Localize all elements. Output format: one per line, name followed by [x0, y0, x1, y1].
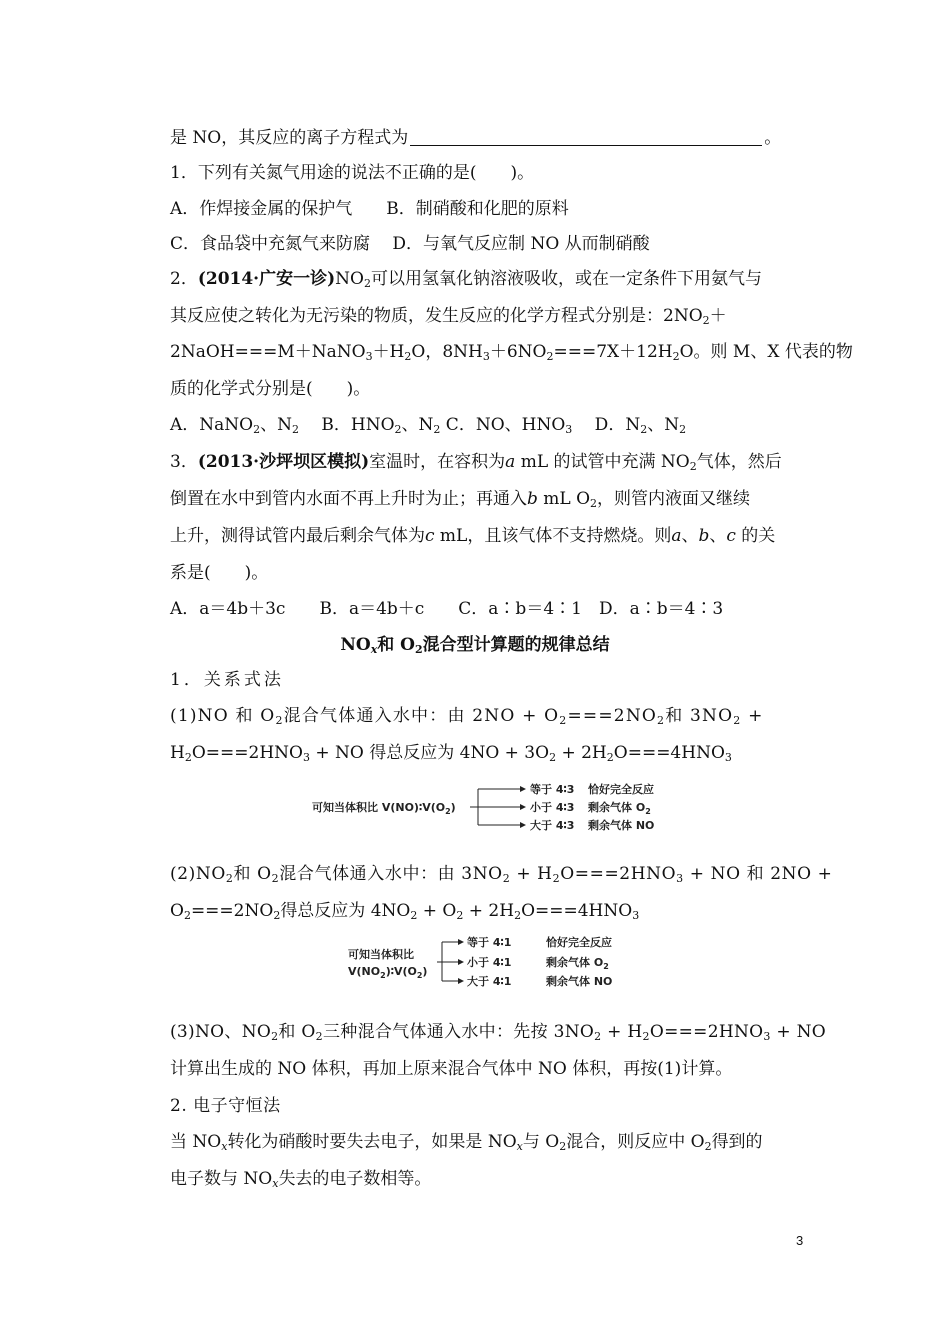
q2-source: (2014·广安一诊)	[197, 269, 336, 289]
q3-source: (2013·沙坪坝区模拟)	[197, 452, 370, 472]
diagram2-cond-1: 等于 4∶1	[467, 936, 512, 949]
diagram2-lead-1: 可知当体积比	[348, 948, 414, 961]
diagram2-lead-2: $V(NO_2)∶V(O_2)$	[348, 965, 428, 980]
ratio-diagram-1	[300, 775, 680, 845]
m1-line-1: (1)NO 和 $O_2$混合气体通入水中：由 $2NO + O_2===2NO_2$和 $3NO_2$ +	[170, 706, 764, 727]
q2-options: A．NaNO$_2$、$N_2$ B．$HNO_2$、$N_2$ C．NO、$HNO_3$ D．$N_2$、$N_2$	[170, 415, 687, 436]
diagram2-result-1: 恰好完全反应	[546, 936, 612, 949]
diagram2-cond-2: 小于 4∶1	[467, 956, 512, 969]
page-number: 3	[796, 1233, 804, 1248]
q2-line-1: 2．(2014·广安一诊)$NO_2$可以用氢氧化钠溶液吸收，或在一定条件下用氨气与	[170, 269, 762, 290]
q1-options-cd: C．食品袋中充氮气来防腐 D．与氧气反应制 NO 从而制硝酸	[170, 234, 650, 254]
diagram2-result-2: 剩余气体 $O_2$	[546, 956, 609, 971]
q1-stem: 1．下列有关氮气用途的说法不正确的是( )。	[170, 163, 535, 183]
m1-line-2: $H_2O===2HNO_3$ + NO 得总反应为 $4NO + 3O_2 + 2H_2O===4HNO_3$	[170, 743, 732, 764]
m2-line-2: $O_2===2NO_2$得总反应为 $4NO_2 + O_2 + 2H_2O===4HNO_3$	[170, 901, 640, 922]
q1-options-ab: A．作焊接金属的保护气 B．制硝酸和化肥的原料	[170, 199, 569, 219]
q2-line-4: 质的化学式分别是( )。	[170, 379, 371, 399]
ratio-diagram-2	[340, 930, 660, 996]
answer-blank[interactable]	[410, 128, 762, 146]
m3-line-1: (3)NO、$NO_2$和 $O_2$三种混合气体通入水中：先按 $3NO_2 + H_2O===2HNO_3$ + NO	[170, 1022, 827, 1043]
q3-line-4: 系是( )。	[170, 563, 269, 583]
method2-title: 2. 电子守恒法	[170, 1096, 281, 1116]
diagram1-cond-1: 等于 4∶3	[530, 783, 575, 796]
diagram1-result-2: 剩余气体 $O_2$	[588, 801, 651, 816]
diagram2-result-3: 剩余气体 NO	[546, 975, 613, 988]
q2-line-2: 其反应使之转化为无污染的物质，发生反应的化学方程式分别是：$2NO_2+$	[170, 306, 727, 327]
m4-line-1: 当 $NO_x$转化为硝酸时要失去电子，如果是 $NO_x$与 $O_2$混合，则反应中 $O_2$得到的	[170, 1132, 763, 1153]
q3-options: A．a＝4b＋3c B．a＝4b＋c C．a∶b＝4∶1 D．a∶b＝4∶3	[170, 599, 724, 619]
answer-line: 是 NO，其反应的离子方程式为 。	[170, 128, 782, 148]
summary-title: $NO_x$和 $O_2$混合型计算题的规律总结	[340, 635, 610, 656]
diagram1-result-3: 剩余气体 NO	[588, 819, 655, 832]
q2-line-3: $2NaOH===M+NaNO_3+H_2O$，$8NH_3+6NO_2===7X+12H_2O$。则 M、X 代表的物	[170, 342, 853, 363]
diagram1-result-1: 恰好完全反应	[588, 783, 654, 796]
m4-line-2: 电子数与 $NO_x$失去的电子数相等。	[170, 1169, 432, 1190]
q3-line-2: 倒置在水中到管内水面不再上升时为止；再通入b mL $O_2$，则管内液面又继续	[170, 489, 751, 510]
diagram1-cond-3: 大于 4∶3	[530, 819, 575, 832]
m2-line-1: $(2)NO_2$和 $O_2$混合气体通入水中：由 $3NO_2 + H_2O===2HNO_3$ + NO 和 2NO +	[170, 864, 833, 885]
m3-line-2: 计算出生成的 NO 体积，再加上原来混合气体中 NO 体积，再按(1)计算。	[170, 1059, 733, 1079]
q3-line-1: 3．(2013·沙坪坝区模拟)室温时，在容积为a mL 的试管中充满 $NO_2$气体，然后	[170, 452, 782, 473]
q3-line-3: 上升，测得试管内最后剩余气体为c mL，且该气体不支持燃烧。则a、b、c 的关	[170, 526, 776, 546]
diagram1-cond-2: 小于 4∶3	[530, 801, 575, 814]
method1-title: 1．关系式法	[170, 670, 284, 690]
diagram2-cond-3: 大于 4∶1	[467, 975, 512, 988]
diagram1-lead: 可知当体积比 $V(NO)∶V(O_2)$	[312, 801, 456, 816]
